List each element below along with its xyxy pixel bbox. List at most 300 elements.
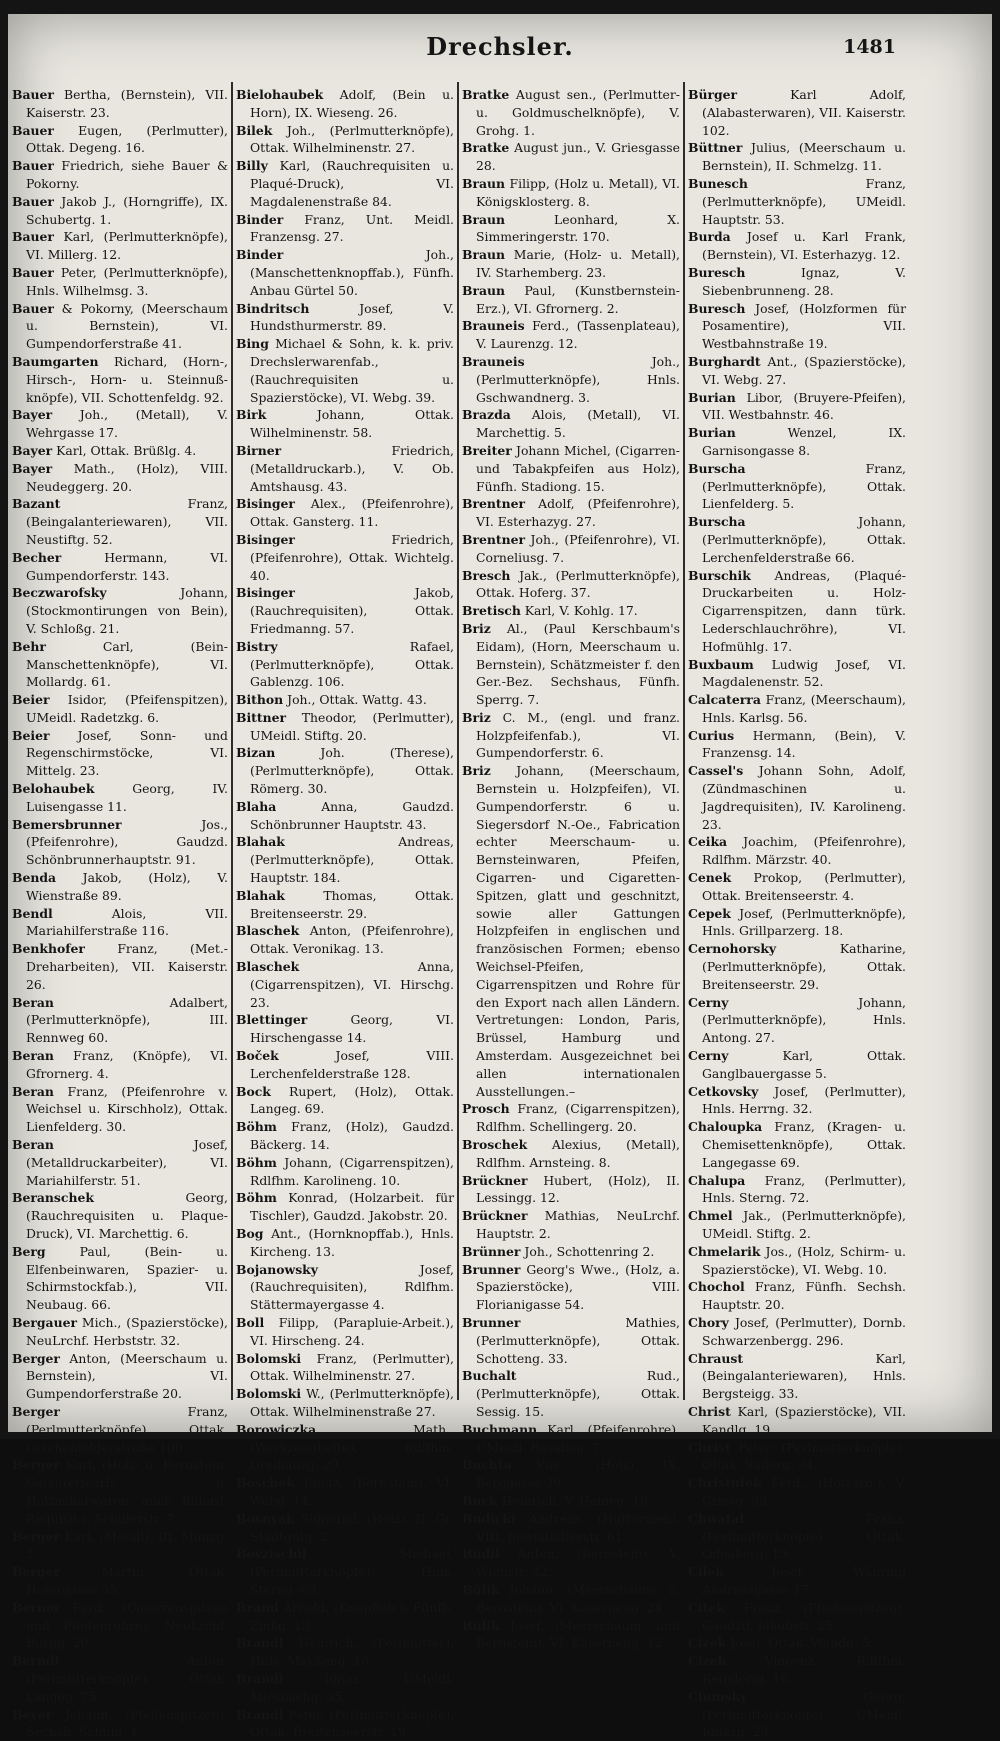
- directory-entry: Brückner Mathias, NeuLrchf. Hauptstr. 2.: [462, 1208, 680, 1241]
- directory-entry: Büttner Julius, (Meerschaum u. Bernstein), II. Schmelzg. 11.: [688, 140, 906, 174]
- entry-name: Cerny: [688, 994, 729, 1010]
- directory-entry: Broschek Alexius, (Metall), Rdlfhm. Arnsteing. 8.: [462, 1137, 680, 1170]
- entry-name: Brentner: [462, 496, 526, 512]
- directory-entry: Brandl Peter, (Perlmutterknöpfe), Ottak. Breitenseerstr. 19.: [236, 1706, 454, 1740]
- entry-name: Curius: [688, 727, 735, 743]
- entry-name: Berger: [12, 1528, 60, 1544]
- entry-name: Büttner: [688, 140, 743, 156]
- directory-entry: Burschik Andreas, (Plaqué-Druckarbeiten u. Holz-Cigarrenspitzen, dann türk. Lederschlauchröhre), VI. Hofmühlg. 17.: [688, 567, 906, 654]
- directory-entry: Budicki Andreas, (Hutformen), VIII. Josefstädterstr. 61.: [462, 1510, 680, 1544]
- entry-name: Boček: [236, 1048, 279, 1064]
- entry-name: Bizan: [236, 745, 276, 761]
- directory-entry: Böhm Franz, (Holz), Gaudzd. Bäckerg. 14.: [236, 1119, 454, 1153]
- directory-entry: Binder Joh., (Manschettenknopffab.), Fünfh. Anbau Gürtel 50.: [236, 247, 454, 298]
- directory-entry: Beran Franz, (Knöpfe), VI. Gfrornerg. 4.: [12, 1048, 228, 1081]
- directory-entry: Bendl Alois, VII. Mariahilferstraße 116.: [12, 905, 228, 939]
- entry-name: Binder: [236, 211, 284, 227]
- directory-entry: Blettinger Georg, VI. Hirschengasse 14.: [236, 1012, 454, 1046]
- directory-entry: Bretisch Karl, V. Kohlg. 17.: [462, 603, 638, 619]
- directory-entry: Beier Josef, Sonn- und Regenschirmstöcke, VI. Mittelg. 23.: [12, 727, 228, 779]
- directory-entry: Buresch Ignaz, V. Siebenbrunneng. 28.: [688, 264, 906, 298]
- entry-name: Beran: [12, 1083, 54, 1099]
- directory-entry: Bisinger Jakob, (Rauchrequisiten), Ottak. Friedmanng. 57.: [236, 585, 454, 636]
- directory-entry: Cerny Karl, Ottak. Ganglbauergasse 5.: [688, 1048, 906, 1081]
- entry-name: Beran: [12, 1048, 54, 1064]
- entry-name: Böhm: [236, 1190, 277, 1206]
- entry-name: Bauer: [12, 264, 54, 280]
- directory-entry: Christ Peter, (Perlmutterknöpfe), Ottak. Sailerg. 34.: [688, 1439, 906, 1473]
- entry-name: Brand: [236, 1599, 279, 1615]
- page-header: [0, 26, 1000, 66]
- entry-name: Burghardt: [688, 353, 761, 369]
- entry-name: Christufek: [688, 1475, 762, 1491]
- entry-name: Burian: [688, 425, 736, 441]
- directory-entry: Braun Marie, (Holz- u. Metall), IV. Starhemberg. 23.: [462, 247, 680, 280]
- entry-name: Braun: [462, 247, 506, 263]
- entry-name: Burda: [688, 229, 731, 245]
- entry-name: Chwatal: [688, 1510, 745, 1526]
- entry-name: Boschek: [236, 1475, 295, 1491]
- entry-name: Blaha: [236, 798, 277, 814]
- directory-entry: Benda Jakob, (Holz), V. Wienstraße 89.: [12, 870, 228, 903]
- entry-name: Bovzischil: [236, 1546, 307, 1562]
- directory-entry: Bayer Joh., (Metall), V. Wehrgasse 17.: [12, 407, 228, 441]
- entry-name: Berg: [12, 1243, 46, 1259]
- directory-column-4: [688, 86, 906, 1740]
- directory-entry: Bergauer Mich., (Spazierstöcke), NeuLrchf. Herbststr. 32.: [12, 1314, 228, 1348]
- directory-entry: Beyer Johann, (Pfeifenspitzen), Sechsh. Schulg. 1.: [12, 1706, 228, 1740]
- directory-entry: Brandl Heinrich, (Perlmutter), Hnls. Mayßeng. 16.: [236, 1635, 454, 1669]
- entry-name: Chraust: [688, 1350, 744, 1366]
- section-title: Drechsler.: [426, 32, 574, 61]
- entry-name: Cenek: [688, 870, 732, 886]
- directory-entry: Chory Josef, (Perlmutter), Dornb. Schwarzenbergg. 296.: [688, 1314, 906, 1348]
- entry-name: Boll: [236, 1314, 265, 1330]
- directory-entry: Beier Isidor, (Pfeifenspitzen), UMeidl. Radetzkg. 6.: [12, 692, 228, 725]
- entry-name: Bauer: [12, 300, 54, 316]
- entry-name: Berger: [12, 1564, 60, 1580]
- directory-entry: Burda Josef u. Karl Frank, (Bernstein), VI. Esterhazyg. 12.: [688, 229, 906, 263]
- directory-entry: Bazant Franz, (Beingalanteriewaren), VII. Neustiftg. 52.: [12, 496, 228, 547]
- directory-entry: Blahak Andreas, (Perlmutterknöpfe), Ottak. Hauptstr. 184.: [236, 834, 454, 886]
- entry-name: Bog: [236, 1226, 264, 1241]
- entry-name: Braun: [462, 211, 506, 227]
- directory-entry: Böhm Konrad, (Holzarbeit. für Tischler), Gaudzd. Jakobstr. 20.: [236, 1190, 454, 1224]
- entry-name: Böhm: [236, 1119, 277, 1135]
- directory-entry: Burian Wenzel, IX. Garnisongasse 8.: [688, 425, 906, 458]
- entry-name: Brauneis: [462, 318, 525, 334]
- directory-entry: Briz Al., (Paul Kerschbaum's Eidam), (Horn, Meerschaum u. Bernstein), Schätzmeister f. den Ger.-Bez. Sechshaus, Fünfh. Sperrg. 7.: [462, 620, 680, 708]
- directory-entry: Burscha Franz, (Perlmutterknöpfe), Ottak. Lienfelderg. 5.: [688, 460, 906, 512]
- directory-entry: Bresch Jak., (Perlmutterknöpfe), Ottak. Hoferg. 37.: [462, 567, 680, 601]
- entry-name: Berger: [12, 1350, 60, 1366]
- directory-entry: Bolomski W., (Perlmutterknöpfe), Ottak. Wilhelminenstraße 27.: [236, 1386, 454, 1419]
- entry-name: Brunner: [462, 1261, 521, 1277]
- entry-name: Berndt: [12, 1653, 61, 1669]
- directory-entry: Bisinger Alex., (Pfeifenrohre), Ottak. Gansterg. 11.: [236, 496, 454, 530]
- directory-entry: Benkhofer Franz, (Met.-Dreharbeiten), VII. Kaiserstr. 26.: [12, 941, 228, 992]
- entry-name: Birner: [236, 442, 282, 458]
- directory-entry: Borowiczka Math., (Werkzeughefte), Rdlfhm. Dreihausg. 29.: [236, 1421, 454, 1473]
- directory-entry: Buchalt Rud., (Perlmutterknöpfe), Ottak. Sessig. 15.: [462, 1368, 680, 1419]
- entry-name: Cernohorsky: [688, 941, 777, 957]
- directory-entry: Brentner Joh., (Pfeifenrohre), VI. Corneliusg. 7.: [462, 531, 680, 565]
- directory-entry: Blaschek Anna, (Cigarrenspitzen), VI. Hirschg. 23.: [236, 959, 454, 1010]
- directory-entry: Bistry Rafael, (Perlmutterknöpfe), Ottak. Gablenzg. 106.: [236, 638, 454, 690]
- directory-entry: Braun Paul, (Kunstbernstein-Erz.), VI. Gfrornerg. 2.: [462, 282, 680, 316]
- entry-name: Chmelarik: [688, 1243, 761, 1259]
- directory-entry: Bosnyak Sigmund, (Holz), II. Gr. Stadtgutg. 2.: [236, 1510, 454, 1544]
- directory-entry: Bülik Johann, (Meerschaum- u. Bernstein), VI. Kaserneng. 24.: [462, 1581, 680, 1615]
- directory-entry: Beran Josef, (Metalldruckarbeiter), VI. Mariahilferstr. 51.: [12, 1137, 228, 1188]
- entry-name: Bürger: [688, 87, 738, 102]
- entry-name: Buchmann: [462, 1421, 538, 1437]
- entry-name: Bauer: [12, 122, 54, 138]
- entry-name: Brünner: [462, 1243, 521, 1259]
- directory-entry: Bock Rupert, (Holz), Ottak. Langeg. 69.: [236, 1083, 454, 1117]
- entry-name: Brandl: [236, 1706, 284, 1722]
- entry-name: Bayer: [12, 460, 53, 476]
- directory-entry: Behr Carl, (Bein-Manschettenknöpfe), VI. Mollardg. 61.: [12, 638, 228, 690]
- entry-name: Chory: [688, 1314, 729, 1330]
- directory-entry: Berndt Anton, (Perlmutterknöpfe), Ottak. Langeg. 75.: [12, 1653, 228, 1704]
- directory-entry: Böhm Johann, (Cigarrenspitzen), Rdlfhm. Karolineng. 10.: [236, 1154, 454, 1188]
- entry-name: Bemersbrunner: [12, 816, 122, 832]
- entry-name: Belohaubek: [12, 781, 95, 797]
- entry-name: Bock: [236, 1083, 271, 1099]
- directory-entry: Brückner Hubert, (Holz), II. Lessingg. 12.: [462, 1172, 680, 1206]
- directory-entry: Boček Josef, VIII. Lerchenfelderstraße 128.: [236, 1048, 454, 1081]
- entry-name: Bauer: [12, 158, 54, 174]
- entry-name: Braun: [462, 175, 506, 191]
- directory-entry: Bauer Jakob J., (Horngriffe), IX. Schubertg. 1.: [12, 193, 228, 227]
- directory-entry: Burghardt Ant., (Spazierstöcke), VI. Webg. 27.: [688, 353, 906, 387]
- directory-entry: Birner Friedrich, (Metalldruckarb.), V. Ob. Amtshausg. 43.: [236, 442, 454, 494]
- entry-name: Blaschek: [236, 959, 300, 975]
- entry-name: Benda: [12, 870, 57, 886]
- entry-name: Borowiczka: [236, 1421, 317, 1437]
- entry-name: Citek: [688, 1599, 725, 1615]
- directory-entry: Buxbaum Ludwig Josef, VI. Magdalenenstr. 52.: [688, 656, 906, 690]
- directory-entry: Blahak Thomas, Ottak. Breitenseerstr. 29.: [236, 887, 454, 921]
- entry-name: Beczwarofsky: [12, 585, 107, 601]
- directory-entry: Boschek Ignaz, (Bernstein), VI. Webg. 14.: [236, 1475, 454, 1508]
- directory-entry: Buchmann Karl, (Pfeifenrohre), UMeidl. Rosaliag. 7.: [462, 1421, 680, 1455]
- directory-entry: Cizek Vincenz, Rdlfhm. Reindorfg. 18.: [688, 1653, 906, 1686]
- entry-name: Brandl: [236, 1670, 284, 1686]
- directory-entry: Chmelarik Jos., (Holz, Schirm- u. Spazierstöcke), VI. Webg. 10.: [688, 1243, 906, 1277]
- entry-name: Brunner: [462, 1314, 521, 1330]
- entry-name: Briz: [462, 620, 491, 636]
- entry-name: Cetkovsky: [688, 1083, 759, 1099]
- directory-entry: Bog Ant., (Hornknopffab.), Hnls. Kircheng. 13.: [236, 1226, 454, 1259]
- directory-entry: Bayer Karl, Ottak. Brüßlg. 4.: [12, 442, 197, 458]
- directory-entry: Birk Johann, Ottak. Wilhelminenstr. 58.: [236, 407, 454, 441]
- directory-entry: Bisinger Friedrich, (Pfeifenrohre), Ottak. Wichtelg. 40.: [236, 531, 454, 583]
- directory-entry: Boll Filipp, (Parapluie-Arbeit.), VI. Hirscheng. 24.: [236, 1314, 454, 1348]
- entry-name: Bergauer: [12, 1314, 77, 1330]
- entry-name: Cizek: [688, 1653, 727, 1669]
- entry-name: Chaloupka: [688, 1119, 763, 1135]
- entry-name: Bittner: [236, 709, 287, 725]
- directory-entry: Braun Leonhard, X. Simmeringerstr. 170.: [462, 211, 680, 245]
- directory-entry: Brünner Joh., Schottenring 2.: [462, 1243, 655, 1259]
- directory-entry: Bauer Bertha, (Bernstein), VII. Kaiserstr. 23.: [12, 87, 228, 120]
- directory-entry: Bolomski Franz, (Perlmutter), Ottak. Wilhelminenstr. 27.: [236, 1350, 454, 1384]
- directory-entry: Blaschek Anton, (Pfeifenrohre), Ottak. Veronikag. 13.: [236, 923, 454, 957]
- entry-name: Brauneis: [462, 353, 525, 369]
- entry-name: Beier: [12, 727, 50, 743]
- entry-name: Böhm: [236, 1154, 277, 1170]
- directory-entry: Bayer Math., (Holz), VIII. Neudeggerg. 20.: [12, 460, 228, 494]
- directory-entry: Bratke August sen., (Perlmutter- u. Goldmuschelknöpfe), V. Grohg. 1.: [462, 87, 680, 138]
- directory-entry: Budil Anton, (Bernstein), V. Wienstr. 32.: [462, 1546, 680, 1580]
- directory-entry: Berg Paul, (Bein- u. Elfenbeinwaren, Spazier- u. Schirmstockfab.), VII. Neubaug. 66.: [12, 1243, 228, 1313]
- entry-name: Bendl: [12, 905, 53, 921]
- directory-entry: Berger Karl, (Metall), III. Münzg. 3.: [12, 1528, 228, 1562]
- entry-name: Bolomski: [236, 1386, 302, 1402]
- directory-column-1: [12, 86, 228, 1740]
- entry-name: Blaschek: [236, 923, 300, 939]
- directory-entry: Bemersbrunner Jos., (Pfeifenrohre), Gaudzd. Schönbrunnerhauptstr. 91.: [12, 816, 228, 868]
- directory-entry: Cassel's Johann Sohn, Adolf, (Zündmaschinen u. Jagdrequisiten), IV. Karolineng. 23.: [688, 763, 906, 832]
- entry-name: Beyer: [12, 1706, 52, 1722]
- entry-name: Broschek: [462, 1137, 528, 1153]
- directory-entry: Berger Anton, (Meerschaum u. Bernstein), VI. Gumpendorferstraße 20.: [12, 1350, 228, 1402]
- directory-entry: Brauneis Joh., (Perlmutterknöpfe), Hnls. Gschwandnerg. 3.: [462, 353, 680, 405]
- directory-entry: Burian Libor, (Bruyere-Pfeifen), VII. Westbahnstr. 46.: [688, 389, 906, 423]
- entry-name: Birk: [236, 407, 267, 423]
- entry-name: Brückner: [462, 1208, 528, 1224]
- entry-name: Bayer: [12, 442, 53, 458]
- directory-entry: Billy Karl, (Rauchrequisiten u. Plaqué-Druck), VI. Magdalenenstraße 84.: [236, 158, 454, 209]
- entry-name: Bilek: [236, 122, 273, 138]
- entry-name: Beier: [12, 692, 50, 708]
- directory-entry: Bizan Joh. (Therese), (Perlmutterknöpfe), Ottak. Römerg. 30.: [236, 745, 454, 797]
- directory-entry: Blaha Anna, Gaudzd. Schönbrunner Hauptstr. 43.: [236, 798, 454, 832]
- directory-entry: Bojanowsky Josef, (Rauchrequisiten), Rdlfhm. Stättermayergasse 4.: [236, 1261, 454, 1313]
- directory-entry: Buresch Josef, (Holzformen für Posamentire), VII. Westbahnstraße 19.: [688, 300, 906, 352]
- entry-name: Bunesch: [688, 175, 748, 191]
- entry-name: Bauer: [12, 87, 54, 102]
- entry-name: Cilek: [688, 1564, 724, 1580]
- directory-column-3: [462, 86, 680, 1651]
- directory-entry: Brandl Ignaz, UMeidl. Miesbachg. 35.: [236, 1670, 454, 1704]
- entry-name: Bisinger: [236, 531, 295, 547]
- entry-name: Bretisch: [462, 603, 521, 619]
- directory-entry: Prosch Franz, (Cigarrenspitzen), Rdlfhm. Schellingerg. 20.: [462, 1101, 680, 1135]
- entry-name: Berger: [12, 1457, 60, 1473]
- entry-name: Bauer: [12, 193, 54, 209]
- entry-name: Budicki: [462, 1510, 516, 1526]
- directory-entry: Chalupa Franz, (Perlmutter), Hnls. Sterng. 72.: [688, 1172, 906, 1206]
- entry-name: Cerny: [688, 1048, 729, 1064]
- directory-entry: Belohaubek Georg, IV. Luisengasse 11.: [12, 781, 228, 814]
- entry-name: Beranschek: [12, 1190, 94, 1206]
- directory-column-2: [236, 86, 454, 1740]
- directory-entry: Cerny Johann, (Perlmutterknöpfe), Hnls. Antong. 27.: [688, 994, 906, 1046]
- entry-name: Ceika: [688, 834, 728, 850]
- entry-name: Burscha: [688, 514, 746, 530]
- directory-entry: Braun Filipp, (Holz u. Metall), VI. Königsklosterg. 8.: [462, 175, 680, 209]
- entry-name: Bauer: [12, 229, 54, 245]
- entry-name: Burscha: [688, 460, 746, 476]
- directory-entry: Citek Franz, (Pfeifenspitzen), Gaudzd. Jakobstr. 25.: [688, 1599, 906, 1633]
- directory-entry: Curius Hermann, (Bein), V. Franzensg. 14.: [688, 727, 906, 761]
- directory-entry: Bauer Karl, (Perlmutterknöpfe), VI. Millerg. 12.: [12, 229, 228, 263]
- entry-name: Bresch: [462, 567, 511, 583]
- entry-name: Braun: [462, 282, 506, 298]
- directory-entry: Brentner Adolf, (Pfeifenrohre), VI. Esterhazyg. 27.: [462, 496, 680, 530]
- directory-entry: Calcaterra Franz, (Meerschaum), Hnls. Karlsg. 56.: [688, 692, 906, 725]
- entry-name: Bülik: [462, 1581, 500, 1597]
- directory-entry: Beran Franz, (Pfeifenrohre v. Weichsel u. Kirschholz), Ottak. Lienfelderg. 30.: [12, 1083, 228, 1135]
- directory-entry: Beczwarofsky Johann, (Stockmontirungen von Bein), V. Schloßg. 21.: [12, 585, 228, 636]
- directory-entry: Bauer Friedrich, siehe Bauer & Pokorny.: [12, 158, 228, 191]
- directory-entry: Briz Johann, (Meerschaum, Bernstein u. Holzpfeifen), VI. Gumpendorferstr. 6 u. Siegersdorf N.-Oe., Fabrication echter Meerschaum- u. Bernsteinwaren, Pfeifen, Cigarren- und Cigaretten-Spitzen, glatt und geschnitzt, sowie aller Gattungen Holzpfeifen in englischen und französischen Formen; ebenso Weichsel-Pfeifen, Cigarrenspitzen und Rohre für den Export nach allen Ländern. Vertretungen: London, Paris, Brüssel, Hamburg und Amsterdam. Ausgezeichnet bei allen internationalen Ausstellungen.–: [462, 763, 680, 1099]
- entry-name: Prosch: [462, 1101, 510, 1117]
- entry-name: Bistry: [236, 638, 278, 654]
- directory-entry: Bielohaubek Adolf, (Bein u. Horn), IX. Wieseng. 26.: [236, 87, 454, 120]
- directory-entry: Brunner Georg's Wwe., (Holz, a. Spazierstöcke), VIII. Florianigasse 54.: [462, 1261, 680, 1313]
- directory-entry: Briz C. M., (engl. und franz. Holzpfeifenfab.), VI. Gumpendorferstr. 6.: [462, 709, 680, 761]
- entry-name: Burschik: [688, 567, 751, 583]
- directory-entry: Brazda Alois, (Metall), VI. Marchettig. 5.: [462, 407, 680, 441]
- directory-entry: Beranschek Georg, (Rauchrequisiten u. Plaque-Druck), VI. Marchettig. 6.: [12, 1190, 228, 1241]
- directory-entry: Bratke August jun., V. Griesgasse 28.: [462, 140, 680, 174]
- directory-entry: Bing Michael & Sohn, k. k. priv. Drechslerwarenfab., (Rauchrequisiten u. Spazierstöcke), VI. Webg. 39.: [236, 336, 454, 405]
- entry-name: Brückner: [462, 1172, 528, 1188]
- directory-entry: Cilek Josef, Währing Andreasgasse 17.: [688, 1564, 906, 1597]
- entry-name: Bing: [236, 336, 269, 352]
- entry-name: Berger: [12, 1403, 60, 1419]
- entry-name: Buchalt: [462, 1368, 517, 1384]
- entry-name: Chmel: [688, 1208, 733, 1224]
- directory-entry: Berger Martin, Ottak. Hofergasse 35.: [12, 1564, 228, 1597]
- entry-name: Buresch: [688, 300, 746, 316]
- directory-entry: Berger Karl, (Holz- u. Bernstein-Galanteriearb. u. Holzachatwaren, auch Billard-Requisit.), Schulerstr. 7.: [12, 1457, 228, 1526]
- entry-name: Clumsky: [688, 1688, 748, 1704]
- directory-entry: Bunesch Franz, (Perlmutterknöpfe), UMeidl. Hauptstr. 53.: [688, 175, 906, 227]
- entry-name: Behr: [12, 638, 46, 654]
- directory-entry: Chwatal Franz, (Perlmutterknöpfe), Ottak. Odoakerg. 19.: [688, 1510, 906, 1562]
- directory-entry: Chaloupka Franz, (Kragen- u. Chemisettenknöpfe), Ottak. Langegasse 69.: [688, 1119, 906, 1170]
- directory-entry: Buck Heinrich, V. Heineg. 18.: [462, 1492, 652, 1508]
- directory-entry: Bithon Joh., Ottak. Wattg. 43.: [236, 692, 427, 708]
- directory-entry: Cizek Josef, Ottak. Wendg. 5.: [688, 1635, 874, 1651]
- directory-entry: Chmel Jak., (Perlmutterknöpfe), UMeidl. Stiftg. 2.: [688, 1208, 906, 1241]
- directory-entry: Bauer & Pokorny, (Meerschaum u. Bernstein), VI. Gumpendorferstraße 41.: [12, 300, 228, 352]
- entry-name: Bisinger: [236, 585, 295, 601]
- directory-entry: Binder Franz, Unt. Meidl. Franzensg. 27.: [236, 211, 454, 245]
- directory-entry: Chraust Karl, (Beingalanteriewaren), Hnls. Bergsteigg. 33.: [688, 1350, 906, 1402]
- entry-name: Blahak: [236, 887, 285, 903]
- entry-name: Chochol: [688, 1279, 745, 1295]
- entry-name: Baumgarten: [12, 353, 99, 369]
- directory-entry: Bovzischil Michael, (Perlmutterknöpfe), Hnls. Sterng. 68.: [236, 1546, 454, 1597]
- column-divider: [457, 82, 459, 1400]
- directory-entry: Cetkovsky Josef, (Perlmutter), Hnls. Herrng. 32.: [688, 1083, 906, 1117]
- entry-name: Christ: [688, 1439, 731, 1455]
- entry-name: Bielohaubek: [236, 87, 324, 102]
- directory-entry: Brauneis Ferd., (Tassenplateau), V. Laurenzg. 12.: [462, 318, 680, 352]
- entry-name: Chalupa: [688, 1172, 746, 1188]
- entry-name: Bojanowsky: [236, 1261, 318, 1277]
- entry-name: Briz: [462, 709, 491, 725]
- entry-name: Brentner: [462, 531, 526, 547]
- directory-entry: Cernohorsky Katharine, (Perlmutterknöpfe), Ottak. Breitenseerstr. 29.: [688, 941, 906, 992]
- entry-name: Bosnyak: [236, 1510, 295, 1526]
- directory-entry: Bülik Josef, (Meerschaum- und Bernstein), VI. Kaserneng. 12.: [462, 1617, 680, 1651]
- directory-entry: Baumgarten Richard, (Horn-, Hirsch-, Horn- u. Steinnuß-knöpfe), VII. Schottenfeldg. 92.: [12, 353, 228, 405]
- directory-entry: Bilek Joh., (Perlmutterknöpfe), Ottak. Wilhelminenstr. 27.: [236, 122, 454, 156]
- directory-entry: Chochol Franz, Fünfh. Sechsh. Hauptstr. 20.: [688, 1279, 906, 1313]
- directory-entry: Bittner Theodor, (Perlmutter), UMeidl. Stiftg. 20.: [236, 709, 454, 743]
- entry-name: Brandl: [236, 1635, 284, 1651]
- directory-entry: Cepek Josef, (Perlmutterknöpfe), Hnls. Grillparzerg. 18.: [688, 905, 906, 939]
- entry-name: Bratke: [462, 87, 510, 102]
- page-number: 1481: [843, 36, 896, 58]
- column-divider: [231, 82, 233, 1400]
- directory-entry: Cenek Prokop, (Perlmutter), Ottak. Breitenseerstr. 4.: [688, 870, 906, 903]
- entry-name: Bayer: [12, 407, 53, 423]
- entry-name: Burian: [688, 389, 736, 405]
- directory-entry: Berner Ferd., (Cigarrenspitzen und Pfeifenrohre), NeuLrchf. Burgg. 20.: [12, 1599, 228, 1651]
- entry-name: Blettinger: [236, 1012, 308, 1028]
- column-divider: [683, 82, 685, 1400]
- entry-name: Binder: [236, 247, 284, 263]
- entry-name: Bülik: [462, 1617, 500, 1633]
- entry-name: Briz: [462, 763, 491, 779]
- directory-entry: Christufek Ferd., (Holzarb.), V. Griesg. 33.: [688, 1475, 906, 1508]
- entry-name: Buck: [462, 1492, 498, 1508]
- entry-name: Cepek: [688, 905, 731, 921]
- entry-name: Calcaterra: [688, 692, 761, 708]
- directory-entry: Breiter Johann Michel, (Cigarren- und Tabakpfeifen aus Holz), Fünfh. Stadiong. 15.: [462, 442, 680, 494]
- entry-name: Bisinger: [236, 496, 295, 512]
- entry-name: Billy: [236, 158, 268, 174]
- entry-name: Berner: [12, 1599, 61, 1615]
- entry-name: Buxbaum: [688, 656, 754, 672]
- entry-name: Beran: [12, 1137, 54, 1153]
- directory-entry: Bürger Karl Adolf, (Alabasterwaren), VII. Kaiserstr. 102.: [688, 87, 906, 138]
- entry-name: Christ: [688, 1403, 731, 1419]
- directory-entry: Christ Karl, (Spazierstöcke), VII. Kandlg. 19.: [688, 1403, 906, 1437]
- entry-name: Bratke: [462, 140, 510, 156]
- directory-entry: Buchta Vinc., (Holz), IX. Berggasse 39.: [462, 1457, 680, 1491]
- entry-name: Cizek: [688, 1635, 727, 1651]
- entry-name: Benkhofer: [12, 941, 85, 957]
- directory-entry: Bindritsch Josef, V. Hundsthurmerstr. 89.: [236, 300, 454, 334]
- directory-entry: Bauer Eugen, (Perlmutter), Ottak. Degeng. 16.: [12, 122, 228, 156]
- directory-entry: Bauer Peter, (Perlmutterknöpfe), Hnls. Wilhelmsg. 3.: [12, 264, 228, 298]
- entry-name: Bazant: [12, 496, 61, 512]
- entry-name: Bindritsch: [236, 300, 310, 316]
- entry-name: Buchta: [462, 1457, 512, 1473]
- entry-name: Blahak: [236, 834, 285, 850]
- entry-name: Buresch: [688, 264, 746, 280]
- entry-name: Cassel's: [688, 763, 744, 779]
- entry-name: Bithon: [236, 692, 284, 708]
- entry-name: Beran: [12, 994, 54, 1010]
- directory-entry: Brand Arnold, (Knopffab.), Fünfh. Zinkg. 13.: [236, 1599, 454, 1633]
- entry-name: Bolomski: [236, 1350, 302, 1366]
- directory-entry: Burscha Johann, (Perlmutterknöpfe), Ottak. Lerchenfelderstraße 66.: [688, 514, 906, 565]
- directory-entry: Beran Adalbert, (Perlmutterknöpfe), III. Rennweg 60.: [12, 994, 228, 1046]
- directory-entry: Brunner Mathies, (Perlmutterknöpfe), Ottak. Schotteng. 33.: [462, 1314, 680, 1366]
- directory-entry: Clumsky Georg, (Perlmutterknöpfe), UMeidl. Ignazg. 23.: [688, 1688, 906, 1740]
- entry-name: Budil: [462, 1546, 500, 1562]
